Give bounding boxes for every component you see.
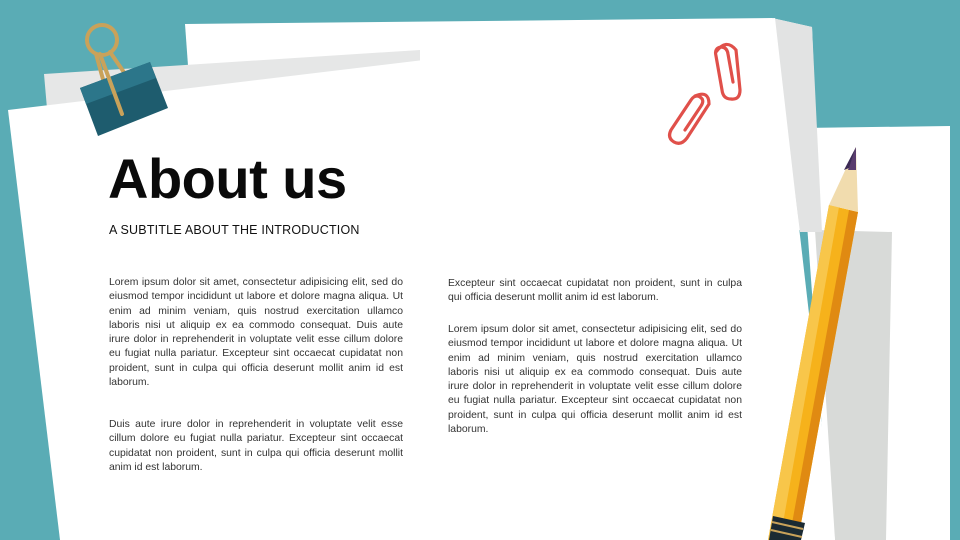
slide-title: About us xyxy=(108,147,347,210)
left-column-paragraph-2: Duis aute irure dolor in reprehenderit in voluptate velit esse cillum dolore eu fugiat nulla pariatur. Excepteur sint occaecat cupidatat non proident, sunt in culpa qui officia deserunt mollit anim id est laborum. xyxy=(109,419,403,473)
slide-subtitle: A SUBTITLE ABOUT THE INTRODUCTION xyxy=(109,223,360,237)
right-column-paragraph-2: Lorem ipsum dolor sit amet, consectetur adipisicing elit, sed do eiusmod tempor incididunt ut labore et dolore magna aliqua. Ut enim ad minim veniam, quis nostrud exercitation ullamco laboris nisi ut aliquip ex ea commodo consequat. Duis aute irure dolor in reprehenderit in voluptate velit esse cillum dolore eu fugiat nulla pariatur. Excepteur sint occaecat cupidatat non proident, sunt in culpa qui officia deserunt mollit anim id est laborum. xyxy=(448,324,742,436)
right-column-paragraph-1: Excepteur sint occaecat cupidatat non proident, sunt in culpa qui officia deserunt mollit anim id est laborum. xyxy=(448,278,742,304)
left-column-paragraph-1: Lorem ipsum dolor sit amet, consectetur adipisicing elit, sed do eiusmod tempor incididunt ut labore et dolore magna aliqua. Ut enim ad minim veniam, quis nostrud exercitation ullamco laboris nisi ut aliquip ex ea commodo consequat. Duis aute irure dolor in reprehenderit in voluptate velit esse cillum dolore eu fugiat nulla pariatur. Excepteur sint occaecat cupidatat non proident, sunt in culpa qui officia deserunt mollit anim id est laborum. xyxy=(109,277,403,389)
